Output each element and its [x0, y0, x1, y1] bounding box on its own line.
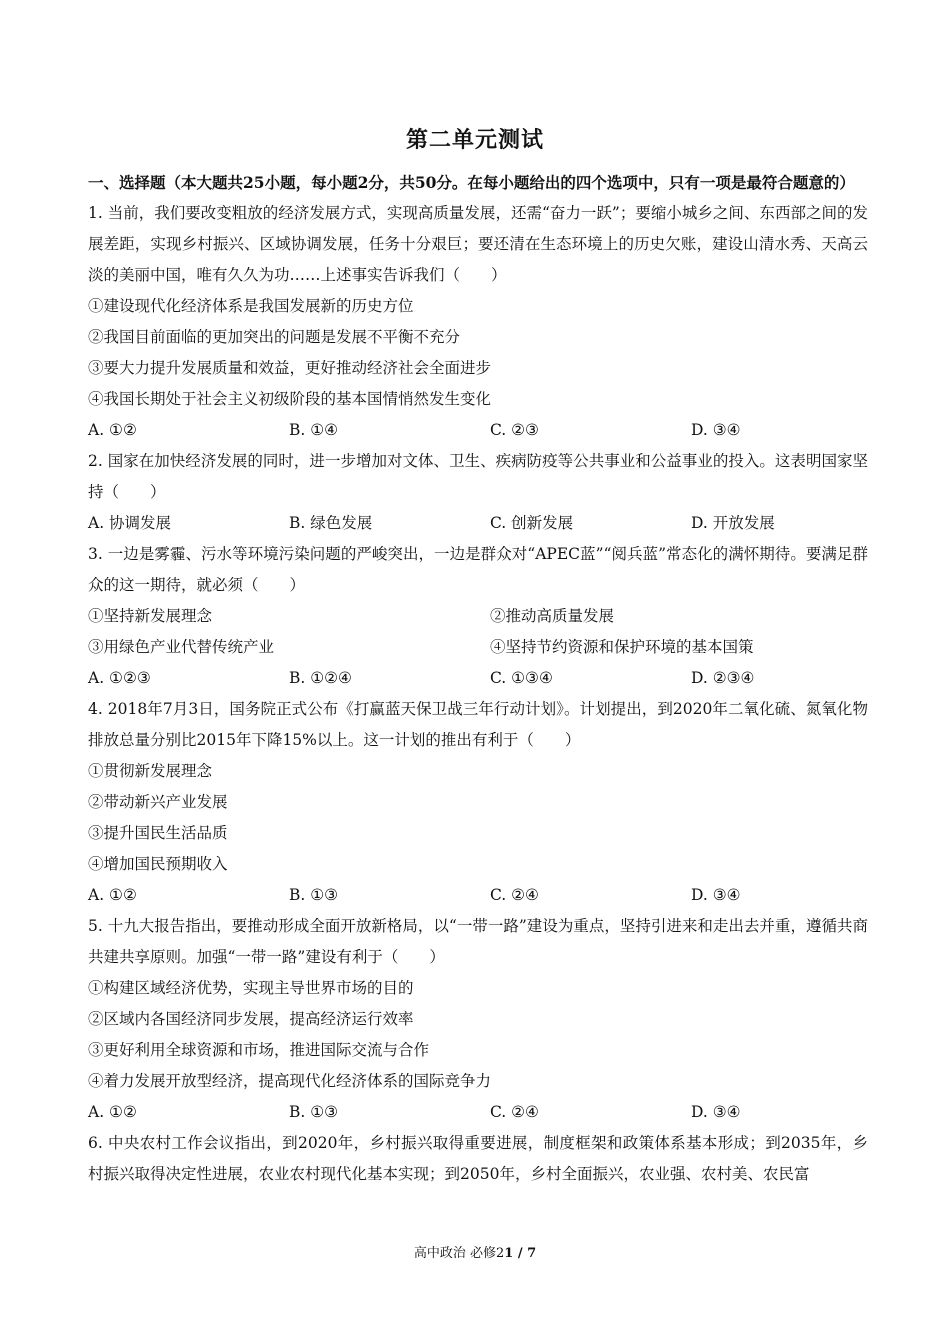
exam-content [88, 167, 868, 1190]
question-3-options [88, 663, 868, 694]
question-5-option-a[interactable]: A. ①② [88, 1103, 137, 1121]
question-5-options [88, 1097, 868, 1128]
question-5-item-2: ②区域内各国经济同步发展，提高经济运行效率 [88, 1010, 414, 1028]
question-2-option-d[interactable]: D. 开放发展 [691, 514, 775, 532]
question-2-options [88, 508, 868, 539]
question-3-item-2: ②推动高质量发展 [490, 607, 615, 625]
question-4-item-2: ②带动新兴产业发展 [88, 793, 228, 811]
question-1-item-2: ②我国目前面临的更加突出的问题是发展不平衡不充分 [88, 328, 461, 346]
question-4-options [88, 880, 868, 911]
question-4-item-4: ④增加国民预期收入 [88, 855, 228, 873]
question-5-item-4: ④着力发展开放型经济，提高现代化经济体系的国际竞争力 [88, 1072, 492, 1090]
question-5-item-1: ①构建区域经济优势，实现主导世界市场的目的 [88, 979, 414, 997]
page-footer [0, 1244, 950, 1264]
question-5-item-3: ③更好利用全球资源和市场，推进国际交流与合作 [88, 1041, 430, 1059]
question-4-item-1: ①贯彻新发展理念 [88, 762, 213, 780]
question-1-option-b[interactable]: B. ①④ [289, 421, 339, 439]
question-1-option-c[interactable]: C. ②③ [490, 421, 539, 439]
question-2-stem: 2. 国家在加快经济发展的同时，进一步增加对文体、卫生、疾病防疫等公共事业和公益事业的投入。这表明国家坚持（ ） [88, 452, 868, 501]
question-4-option-d[interactable]: D. ③④ [691, 886, 741, 904]
question-3-option-d[interactable]: D. ②③④ [691, 669, 755, 687]
question-2-option-a[interactable]: A. 协调发展 [88, 514, 172, 532]
question-3-option-b[interactable]: B. ①②④ [289, 669, 352, 687]
page-title: 第二单元测试 [405, 127, 544, 153]
question-1-item-4: ④我国长期处于社会主义初级阶段的基本国情悄然发生变化 [88, 390, 492, 408]
question-4-option-b[interactable]: B. ①③ [289, 886, 339, 904]
question-6-stem: 6. 中央农村工作会议指出，到2020年，乡村振兴取得重要进展，制度框架和政策体系基本形成；到2035年，乡村振兴取得决定性进展，农业农村现代化基本实现；到2050年，乡村全面振兴，农业强、农村美、农民富 [88, 1134, 868, 1183]
question-1-item-1: ①建设现代化经济体系是我国发展新的历史方位 [88, 297, 414, 315]
question-5-option-b[interactable]: B. ①③ [289, 1103, 339, 1121]
question-1-option-a[interactable]: A. ①② [88, 421, 137, 439]
question-4-item-3: ③提升国民生活品质 [88, 824, 228, 842]
footer-subject: 高中政治 必修2 [413, 1246, 505, 1261]
question-5-option-d[interactable]: D. ③④ [691, 1103, 741, 1121]
question-5-option-c[interactable]: C. ②④ [490, 1103, 539, 1121]
question-4-stem: 4. 2018年7月3日，国务院正式公布《打赢蓝天保卫战三年行动计划》。计划提出，到2020年二氧化硫、氮氧化物排放总量分别比2015年下降15%以上。这一计划的推出有利于（ ） [88, 700, 868, 749]
question-4-option-c[interactable]: C. ②④ [490, 886, 539, 904]
question-2-option-c[interactable]: C. 创新发展 [490, 514, 574, 532]
section-heading: 一、选择题（本大题共25小题，每小题2分，共50分。在每小题给出的四个选项中，只有一项是最符合题意的） [88, 173, 855, 192]
question-3-option-c[interactable]: C. ①③④ [490, 669, 553, 687]
question-3-option-a[interactable]: A. ①②③ [88, 669, 151, 687]
question-5-stem: 5. 十九大报告指出，要推动形成全面开放新格局，以“一带一路”建设为重点，坚持引进来和走出去并重，遵循共商共建共享原则。加强“一带一路”建设有利于（ ） [88, 917, 868, 966]
question-1-options [88, 415, 868, 446]
question-3-item-3: ③用绿色产业代替传统产业 [88, 638, 275, 656]
question-4-option-a[interactable]: A. ①② [88, 886, 137, 904]
question-3-stem: 3. 一边是雾霾、污水等环境污染问题的严峻突出，一边是群众对“APEC蓝”“阅兵蓝”常态化的满怀期待。要满足群众的这一期待，就必须（ ） [88, 545, 868, 594]
question-2-option-b[interactable]: B. 绿色发展 [289, 514, 373, 532]
question-3-items-row-2 [88, 632, 868, 663]
question-1-option-d[interactable]: D. ③④ [691, 421, 741, 439]
question-1-item-3: ③要大力提升发展质量和效益，更好推动经济社会全面进步 [88, 359, 492, 377]
footer-page-number: 1 / 7 [504, 1246, 537, 1261]
question-3-item-1: ①坚持新发展理念 [88, 607, 213, 625]
question-3-items-row-1 [88, 601, 868, 632]
question-1-stem: 1. 当前，我们要改变粗放的经济发展方式，实现高质量发展，还需“奋力一跃”；要缩小城乡之间、东西部之间的发展差距，实现乡村振兴、区域协调发展，任务十分艰巨；要还清在生态环境上的历史欠账，建设山清水秀、天高云淡的美丽中国，唯有久久为功……上述事实告诉我们（ ） [88, 204, 868, 284]
question-3-item-4: ④坚持节约资源和保护环境的基本国策 [490, 638, 754, 656]
